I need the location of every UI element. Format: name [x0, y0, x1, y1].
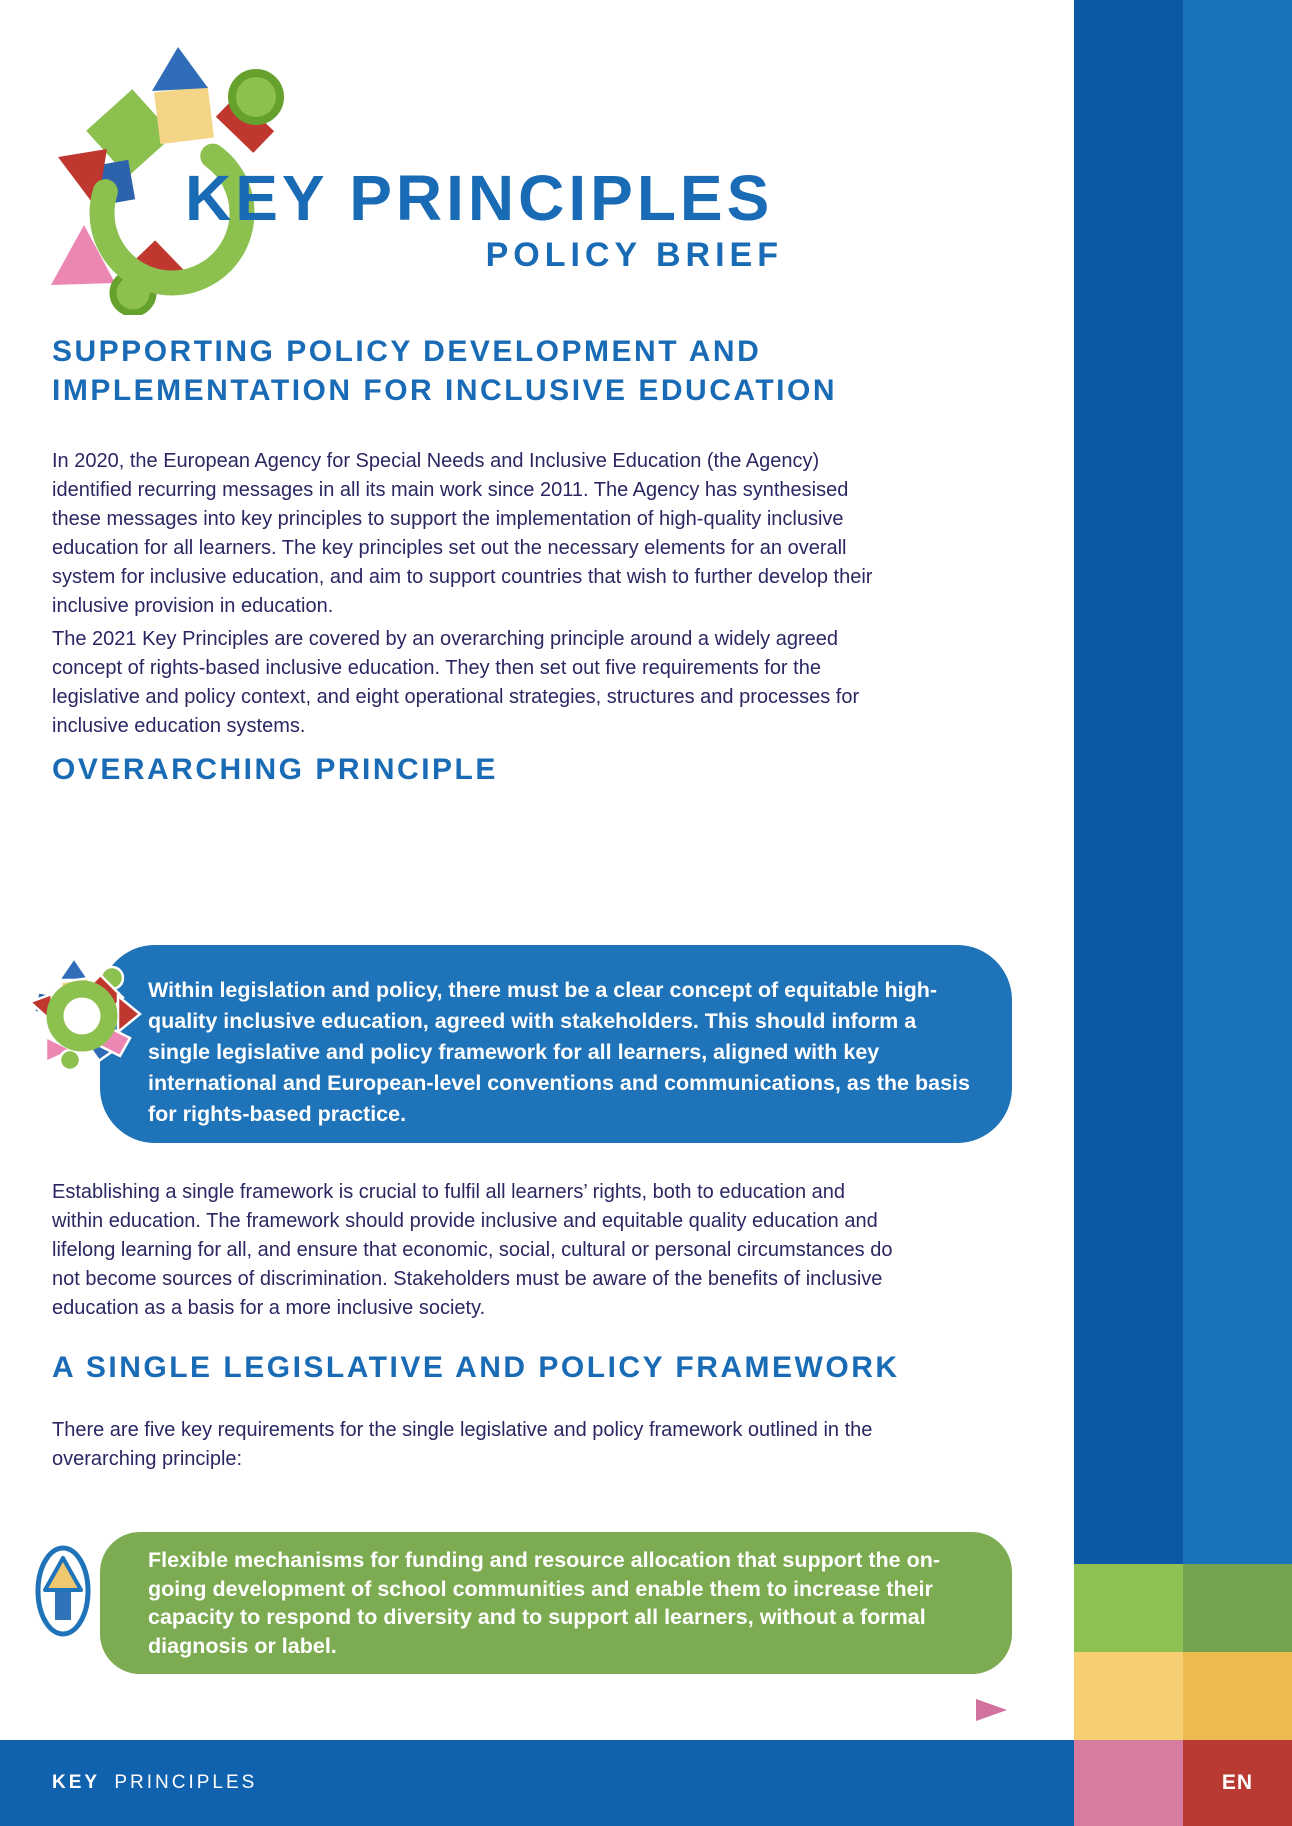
sidebar-block-darkyellow	[1183, 1652, 1292, 1740]
sidebar-block-lightgreen	[1074, 1564, 1183, 1652]
funding-requirement-callout	[100, 1532, 1012, 1674]
intro-paragraph: In 2020, the European Agency for Special Needs and Inclusive Education (the Agency) identified recurring messages in all its main work since 2011. The Agency has synthesised these messages into key principles to support the implementation of high-quality inclusive education for all learners. The key principles set out the necessary elements for an overall system for inclusive education, and aim to support countries that wish to further develop their inclusive provision in education.	[52, 450, 873, 617]
establishing-framework-paragraph: Establishing a single framework is crucial to fulfil all learners’ rights, both to education and within education. The framework should provide inclusive and equitable quality education and lifelong learning for all, and ensure that economic, social, cultural or personal circumstances do not become sources of discrimination. Stakeholders must be aware of the benefits of inclusive education as a basis for a more inclusive society.	[52, 1181, 893, 1319]
heading-single-framework: A SINGLE LEGISLATIVE AND POLICY FRAMEWORK	[52, 1351, 900, 1384]
masthead	[185, 162, 785, 274]
page-title: KEY PRINCIPLES	[185, 162, 774, 234]
sidebar-block-darkgreen	[1183, 1564, 1292, 1652]
heading-supporting-policy: SUPPORTING POLICY DEVELOPMENT AND IMPLEMENTATION FOR INCLUSIVE EDUCATION	[52, 335, 837, 407]
language-label: EN	[1221, 1771, 1254, 1794]
sidebar-block-pink	[1074, 1740, 1183, 1826]
agency-mini-logo-icon	[28, 956, 144, 1072]
key-principles-2021-paragraph: The 2021 Key Principles are covered by an overarching principle around a widely agreed concept of rights-based inclusive education. They then set out five requirements for the legislative and policy context, and eight operational strategies, structures and processes for inclusive education systems.	[52, 628, 860, 737]
sidebar-block-lightblue	[1183, 0, 1292, 1564]
sidebar-block-darkblue	[1074, 0, 1183, 1564]
footer-bar	[0, 1740, 1074, 1826]
pink-forward-arrow-icon	[976, 1699, 1007, 1721]
footer-brand-bold: KEY	[52, 1772, 101, 1793]
footer-brand-rest: PRINCIPLES	[114, 1772, 258, 1793]
funding-requirement-text: Flexible mechanisms for funding and resource allocation that support the on-going development of school communities and enable them to increase their capacity to respond to diversity and to support all learners, without a formal diagnosis or label.	[148, 1548, 941, 1658]
five-requirements-paragraph: There are five key requirements for the single legislative and policy framework outlined in the overarching principle:	[52, 1419, 873, 1470]
heading-overarching-principle: OVERARCHING PRINCIPLE	[52, 753, 498, 786]
overarching-principle-callout	[100, 945, 1012, 1143]
up-arrow-oval-icon	[34, 1544, 92, 1638]
page-subtitle: POLICY BRIEF	[485, 236, 783, 274]
footer-brand	[52, 1772, 257, 1794]
sidebar-block-lightyellow	[1074, 1652, 1183, 1740]
language-badge	[1183, 1740, 1292, 1826]
overarching-principle-text: Within legislation and policy, there must be a clear concept of equitable high-quality inclusive education, agreed with stakeholders. This should inform a single legislative and policy framework for all learners, aligned with key international and European-level conventions and communications, as the basis for rights-based practice.	[148, 978, 970, 1126]
